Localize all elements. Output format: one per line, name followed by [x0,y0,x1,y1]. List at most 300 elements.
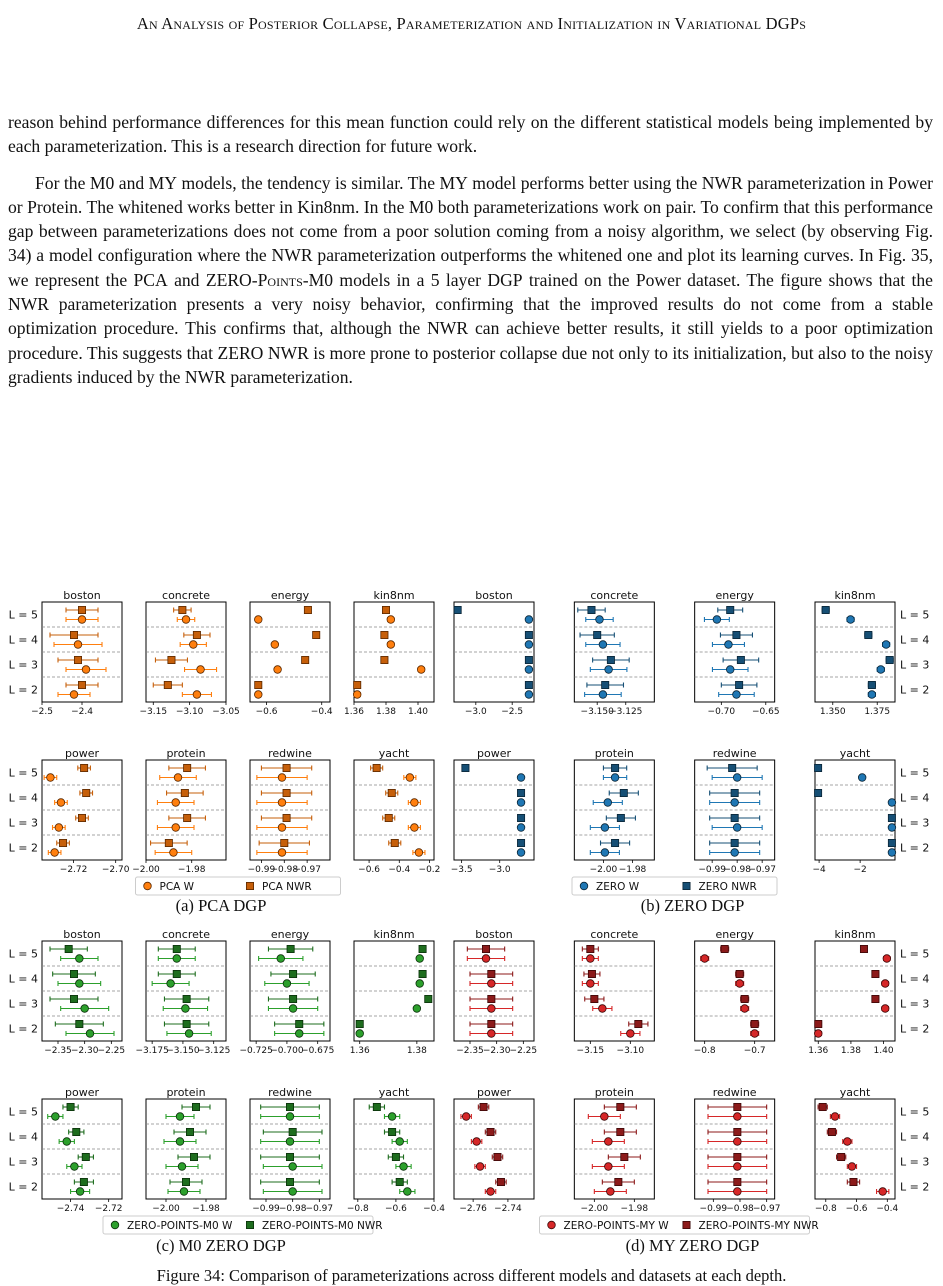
w-point [254,616,262,624]
small-caps-term: M0 [89,172,115,193]
nwr-point [860,945,867,952]
x-tick-label: −3.05 [212,707,240,717]
w-point [289,1005,297,1013]
w-point [406,774,414,782]
text-run: model performs better using the [467,172,702,193]
layer-label: L = 5 [8,947,38,961]
nwr-point [611,839,618,846]
layer-label: L = 4 [8,791,38,805]
nwr-point [173,945,180,952]
subplot-yacht [354,747,440,875]
x-tick-label: −2.00 [152,1204,180,1214]
w-point [599,1005,607,1013]
w-point [47,774,55,782]
w-point [627,1030,635,1038]
x-tick-label: −1.98 [618,865,647,875]
layer-label: L = 4 [8,633,38,647]
nwr-point [190,1153,197,1160]
nwr-point [81,764,88,771]
panel-a-caption-label: (a) [175,896,199,915]
subplot-redwine [250,1086,333,1214]
w-point [413,1005,421,1013]
layer-label: L = 2 [8,841,38,855]
text-run: parameterization outperforms the whitened one and plot its learning curves. In Fig. 35, we represent the [8,245,933,290]
panel-b-svg [442,586,943,896]
nwr-point [734,1128,741,1135]
w-point [741,1005,749,1013]
nwr-point [617,814,624,821]
layer-label: L = 5 [8,1105,38,1119]
nwr-point [727,606,734,613]
subplot-protein [574,1086,654,1214]
nwr-point [289,970,296,977]
x-tick-label: −0.8 [693,1046,716,1056]
subplot-title: yacht [378,1086,410,1099]
subplot-title: redwine [268,1086,312,1099]
w-point [52,1113,60,1121]
nwr-point [286,1153,293,1160]
panel-b-caption-label: (b) [640,896,665,915]
subplot-title: protein [166,1086,206,1099]
nwr-point [192,1103,199,1110]
layer-label: L = 3 [900,816,930,830]
nwr-point [525,681,532,688]
subplot-redwine [248,747,330,875]
nwr-point [313,631,320,638]
panel-d-caption-name: MY ZERO DGP [649,1236,760,1255]
w-point [607,1188,615,1196]
nwr-point [354,681,361,688]
x-tick-label: −2.72 [94,1204,123,1214]
nwr-point [850,1178,857,1185]
w-point [387,616,395,624]
nwr-point [183,1020,190,1027]
w-point [411,799,419,807]
w-point [400,1163,408,1171]
layer-label: L = 4 [8,972,38,986]
x-tick-label: 1.36 [349,1046,370,1056]
layer-label: L = 5 [8,608,38,622]
w-point [295,1030,303,1038]
nwr-point [381,656,388,663]
w-point [888,849,896,857]
w-point [488,1030,496,1038]
nwr-point [80,1178,87,1185]
nwr-point [419,945,426,952]
layer-label: L = 2 [8,683,38,697]
text-run: trained on the Power dataset. The figure shows that the [522,269,933,290]
layer-label: L = 5 [900,766,930,780]
w-point [271,641,279,649]
nwr-point [296,1020,303,1027]
layer-label: L = 3 [8,658,38,672]
layer-label: L = 2 [8,1022,38,1036]
w-point [411,824,419,832]
x-tick-label: −0.8 [346,1204,369,1214]
nwr-point [731,789,738,796]
nwr-point [814,764,821,771]
w-point [404,1188,412,1196]
nwr-point [165,839,172,846]
w-point [605,1163,613,1171]
subplot-title: energy [715,928,754,941]
w-point [76,955,84,963]
w-point [172,799,180,807]
legend-label: PCA W [159,881,195,893]
w-point [487,1188,495,1196]
x-tick-label: −3.175 [135,1046,169,1056]
layer-label: L = 3 [8,816,38,830]
panel-c-svg [0,925,445,1235]
w-point [189,641,197,649]
w-point [847,616,855,624]
subplot-boston [454,928,537,1056]
x-tick-label: −2.70 [101,865,130,875]
layer-label: L = 3 [8,997,38,1011]
figure-panel-d [442,925,943,1235]
nwr-point [487,1128,494,1135]
panel-d-caption-label: (d) [625,1236,650,1255]
nwr-point [517,839,524,846]
x-tick-label: −3.150 [166,1046,200,1056]
nwr-point [591,995,598,1002]
nwr-point [635,1020,642,1027]
nwr-point [83,789,90,796]
subplot-boston [31,589,122,717]
nwr-point [814,789,821,796]
legend-label: ZERO-POINTS-MY W [563,1220,669,1232]
x-tick-label: −2.5 [501,707,524,717]
w-point [286,1138,294,1146]
x-tick-label: −2.00 [589,865,618,875]
text-run: both parameterizations work on pair. To confirm that this performance gap between parameterizations does not come from a poor solution coming from a noisy algorithm, we select (by observing Fig. 34) a model configuration where the [8,196,933,266]
nwr-point [67,1103,74,1110]
subplot-title: concrete [590,928,639,941]
legend [103,1216,383,1234]
w-point [283,980,291,988]
legend [572,877,777,895]
nwr-point [454,606,461,613]
w-point [185,1030,193,1038]
subplot-title: boston [63,928,101,941]
subplot-title: concrete [162,928,210,941]
x-tick-label: −0.99 [247,865,276,875]
w-point [57,799,65,807]
w-point [868,691,876,699]
nwr-point [78,681,85,688]
subplot-kin8nm [808,928,895,1056]
subplot-title: boston [475,589,513,602]
panel-b-caption-name: ZERO DGP [664,896,745,915]
w-point [517,774,525,782]
nwr-point [396,1178,403,1185]
nwr-point [168,656,175,663]
nwr-point [734,1103,741,1110]
w-point [63,1138,71,1146]
nwr-point [289,995,296,1002]
w-point [517,824,525,832]
w-point [848,1163,856,1171]
legend-label: ZERO-POINTS-MY NWR [698,1220,819,1232]
nwr-point [289,1128,296,1135]
nwr-point [721,945,728,952]
w-point [82,666,90,674]
x-tick-label: 1.40 [407,707,429,717]
legend-square-marker [246,882,253,889]
x-tick-label: −0.4 [423,1204,445,1214]
small-caps-term: NWR [271,245,313,266]
w-point [278,799,286,807]
w-point [601,824,609,832]
w-point [731,849,739,857]
layer-label: L = 5 [900,608,930,622]
w-point [76,1188,84,1196]
small-caps-term: NWR [184,366,226,387]
nwr-point [872,970,879,977]
panel-a-caption-name: PCA DGP [198,896,267,915]
w-point [599,691,607,699]
subplot-yacht [815,1086,899,1214]
nwr-point [480,1103,487,1110]
legend-square-marker [683,1221,690,1228]
nwr-point [193,631,200,638]
nwr-point [356,1020,363,1027]
nwr-point [373,764,380,771]
nwr-point [76,1020,83,1027]
w-point [170,849,178,857]
panel-c-caption-name: M0 ZERO DGP [178,1236,286,1255]
w-point [883,955,891,963]
w-point [286,1113,294,1121]
panel-c-caption-label: (c) [156,1236,179,1255]
nwr-point [865,631,872,638]
small-caps-term: MY [439,172,468,193]
nwr-point [488,1020,495,1027]
nwr-point [620,789,627,796]
layer-label: L = 2 [900,683,930,697]
nwr-point [621,1153,628,1160]
x-tick-label: −2.25 [97,1046,126,1056]
w-point [611,774,619,782]
x-tick-label: −3.125 [609,707,643,717]
w-point [167,980,175,988]
w-point [176,1113,184,1121]
nwr-point [733,631,740,638]
w-point [274,666,282,674]
layer-label: L = 3 [8,1155,38,1169]
nwr-point [497,1178,504,1185]
w-point [734,1188,742,1196]
nwr-point [186,1128,193,1135]
legend-circle-marker [580,882,588,890]
w-point [751,1030,759,1038]
nwr-point [184,814,191,821]
x-tick-label: −2.74 [494,1204,522,1214]
w-point [78,616,86,624]
w-point [51,849,59,857]
x-tick-label: −3.5 [450,865,473,875]
w-point [178,1163,186,1171]
w-point [882,641,890,649]
w-point [278,774,286,782]
subplot-title: redwine [712,747,757,760]
nwr-point [302,656,309,663]
w-point [86,1030,94,1038]
x-tick-label: −2.4 [71,707,93,717]
subplot-boston [42,928,125,1056]
x-tick-label: −2 [853,865,867,875]
subplot-title: redwine [712,1086,757,1099]
nwr-point [419,970,426,977]
w-point [858,774,866,782]
nwr-point [731,814,738,821]
small-caps-term: PCA [133,269,168,290]
x-tick-label: −3.150 [580,707,614,717]
nwr-point [70,995,77,1002]
subplot-yacht [812,747,895,875]
w-point [831,1113,839,1121]
layer-label: L = 2 [900,1022,930,1036]
panel-d-caption [442,1236,943,1256]
w-point [601,1113,609,1121]
subplot-energy [250,589,333,717]
layer-label: L = 4 [8,1130,38,1144]
x-tick-label: −0.7 [743,1046,766,1056]
w-point [488,980,496,988]
w-point [605,666,613,674]
figure-panel-a [0,586,442,896]
legend-square-marker [683,882,690,889]
w-point [844,1138,852,1146]
w-point [814,1030,822,1038]
w-point [176,1138,184,1146]
w-point [888,824,896,832]
nwr-point [815,1020,822,1027]
layer-label: L = 3 [900,997,930,1011]
x-tick-label: −0.99 [698,865,726,875]
nwr-point [888,814,895,821]
panel-b-caption [442,896,943,916]
text-run: parameterization. [225,366,353,387]
subplot-protein [132,747,226,875]
w-point [71,1163,79,1171]
nwr-point [382,606,389,613]
x-tick-label: −0.700 [270,1046,304,1056]
w-point [277,955,285,963]
figure-caption: Figure 34: Comparison of parameterizations across different models and datasets at each depth. [156,1266,787,1285]
w-point [734,1113,742,1121]
nwr-point [588,606,595,613]
subplot-title: kin8nm [373,928,415,941]
x-tick-label: −0.725 [239,1046,273,1056]
w-point [877,666,885,674]
subplot-title: energy [270,589,310,602]
w-point [488,1005,496,1013]
nwr-point [587,945,594,952]
subplot-boston [454,589,534,717]
w-point [356,1030,364,1038]
running-head: An Analysis of Posterior Collapse, Parameterization and Initialization in Variational DGPs [136,14,807,33]
subplot-title: redwine [268,747,312,760]
w-point [278,849,286,857]
layer-label: L = 4 [900,1130,930,1144]
subplot-energy [239,928,334,1056]
nwr-point [525,631,532,638]
w-point [387,641,395,649]
subplot-title: power [477,1086,511,1099]
nwr-point [611,764,618,771]
legend-square-marker [246,1221,253,1228]
x-tick-label: −0.4 [876,1204,899,1214]
nwr-point [488,995,495,1002]
subplot-title: protein [166,747,206,760]
nwr-point [737,656,744,663]
figure-panel-c [0,925,445,1235]
x-tick-label: −2.35 [44,1046,72,1056]
subplot-concrete [139,589,239,717]
w-point [601,849,609,857]
nwr-point [838,1153,845,1160]
subplot-energy [694,928,775,1056]
w-point [599,641,607,649]
w-point [881,980,889,988]
w-point [605,1138,613,1146]
text-run: reason behind performance differences for this mean function could rely on the different statistical models being implemented by each parameterization. This is a research direction for future work. [8,112,933,157]
nwr-point [602,681,609,688]
nwr-point [482,945,489,952]
nwr-point [425,995,432,1002]
subplot-concrete [135,928,230,1056]
nwr-point [392,1153,399,1160]
nwr-point [872,995,879,1002]
x-tick-label: 1.350 [819,707,846,717]
subplot-title: kin8nm [834,928,876,941]
subplot-title: concrete [590,589,639,602]
nwr-point [819,1103,826,1110]
w-point [733,691,741,699]
legend-circle-marker [111,1221,119,1229]
nwr-point [462,764,469,771]
legend-circle-marker [548,1221,556,1229]
nwr-point [525,656,532,663]
x-tick-label: −0.8 [814,1204,837,1214]
nwr-point [391,839,398,846]
nwr-point [494,1153,501,1160]
w-point [278,824,286,832]
w-point [289,1188,297,1196]
nwr-point [183,995,190,1002]
w-point [879,1188,887,1196]
layer-label: L = 5 [900,947,930,961]
panel-d-svg [442,925,943,1235]
x-tick-label: −0.99 [699,1204,728,1214]
subplot-concrete [574,589,654,717]
subplot-title: yacht [839,747,871,760]
w-point [182,1005,190,1013]
x-tick-label: −2.5 [31,707,53,717]
w-point [415,849,423,857]
subplot-title: yacht [378,747,410,760]
subplot-title: concrete [162,589,210,602]
w-point [182,616,190,624]
nwr-point [886,656,893,663]
x-tick-label: −0.6 [255,707,278,717]
w-point [197,666,205,674]
nwr-point [751,1020,758,1027]
x-tick-label: −2.30 [70,1046,99,1056]
small-caps-term: NWR [701,172,743,193]
x-tick-label: −2.00 [132,865,160,875]
